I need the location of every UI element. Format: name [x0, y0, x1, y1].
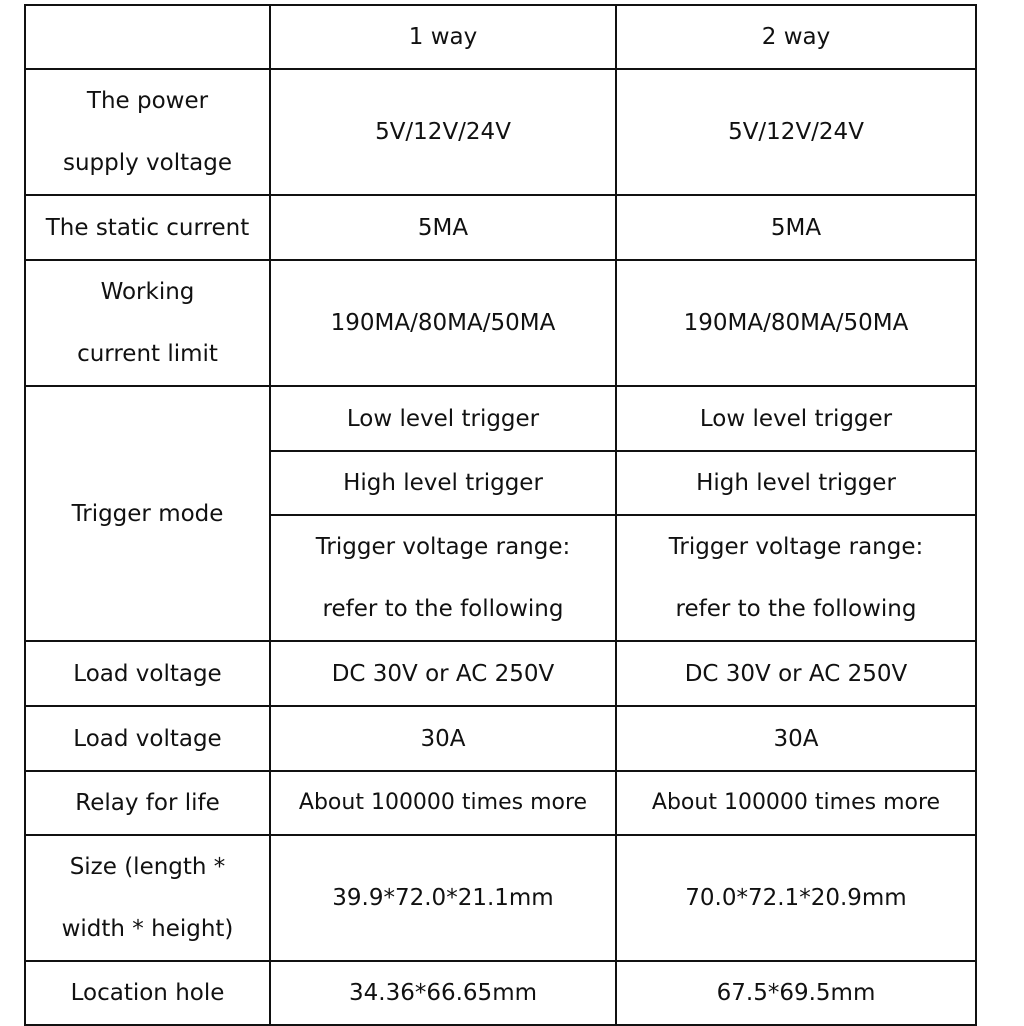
row-label: Location hole — [25, 961, 270, 1025]
header-empty — [25, 5, 270, 69]
table-row — [25, 69, 976, 195]
cell-2-way: 67.5*69.5mm — [616, 961, 976, 1025]
table-row — [25, 386, 976, 451]
cell-2-way: 5MA — [616, 195, 976, 260]
cell-2-way: DC 30V or AC 250V — [616, 641, 976, 706]
cell-1-way: 190MA/80MA/50MA — [270, 260, 616, 386]
header-1-way: 1 way — [270, 5, 616, 69]
row-label: The static current — [25, 195, 270, 260]
cell-2-way: 30A — [616, 706, 976, 771]
row-label: Relay for life — [25, 771, 270, 835]
row-label: Size (length * width * height) — [25, 835, 270, 961]
table-row — [25, 835, 976, 961]
cell-2-way: Trigger voltage range: refer to the following — [616, 515, 976, 641]
cell-2-way: Low level trigger — [616, 386, 976, 451]
cell-2-way: High level trigger — [616, 451, 976, 515]
table-row — [25, 771, 976, 835]
row-label: Working current limit — [25, 260, 270, 386]
cell-1-way: Low level trigger — [270, 386, 616, 451]
table-row — [25, 961, 976, 1025]
cell-1-way: 39.9*72.0*21.1mm — [270, 835, 616, 961]
table-row — [25, 260, 976, 386]
row-label: The power supply voltage — [25, 69, 270, 195]
row-label: Load voltage — [25, 641, 270, 706]
cell-1-way: 5MA — [270, 195, 616, 260]
cell-1-way: DC 30V or AC 250V — [270, 641, 616, 706]
table-row — [25, 195, 976, 260]
cell-2-way: About 100000 times more — [616, 771, 976, 835]
row-label: Trigger mode — [25, 386, 270, 641]
spec-table — [24, 4, 977, 1026]
cell-2-way: 70.0*72.1*20.9mm — [616, 835, 976, 961]
header-2-way: 2 way — [616, 5, 976, 69]
cell-1-way: 34.36*66.65mm — [270, 961, 616, 1025]
table-row — [25, 641, 976, 706]
table-row — [25, 706, 976, 771]
cell-2-way: 190MA/80MA/50MA — [616, 260, 976, 386]
cell-1-way: 30A — [270, 706, 616, 771]
cell-2-way: 5V/12V/24V — [616, 69, 976, 195]
cell-1-way: 5V/12V/24V — [270, 69, 616, 195]
cell-1-way: About 100000 times more — [270, 771, 616, 835]
row-label: Load voltage — [25, 706, 270, 771]
cell-1-way: High level trigger — [270, 451, 616, 515]
header-row — [25, 5, 976, 69]
cell-1-way: Trigger voltage range: refer to the following — [270, 515, 616, 641]
